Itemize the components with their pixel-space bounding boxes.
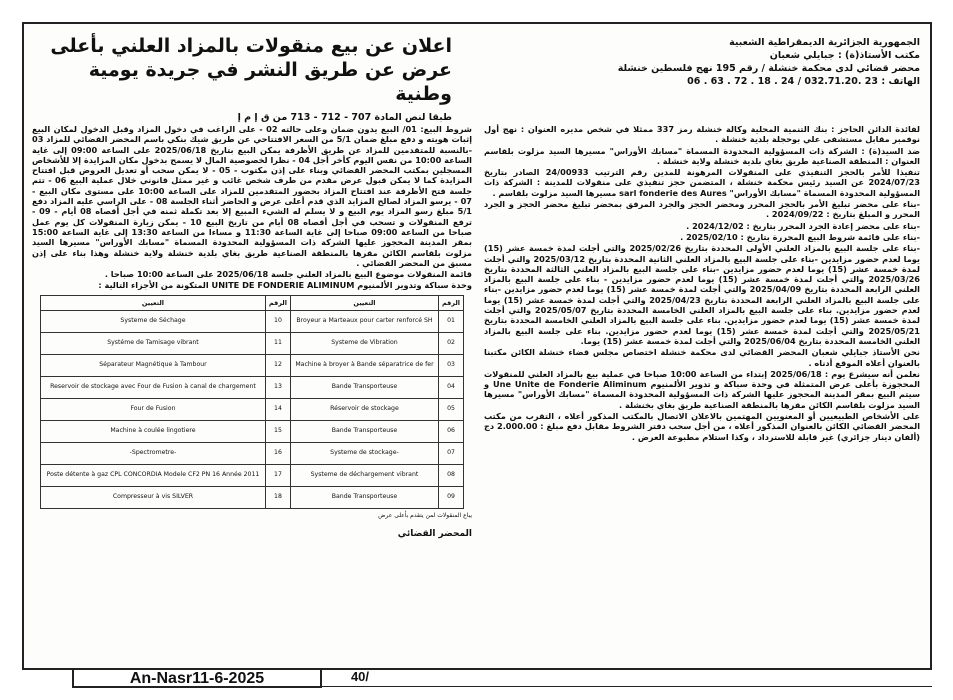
paragraph: -بناء على محضر تبليغ الأمر بالحجز المحرر ومحضر الحجز والجرد المرفق بمحضر تبليغ محضر الحجز و الجرد المحرر و المبلغ بتاريخ : 2024/09/22 . [484, 199, 920, 220]
item-description: Séparateur Magnétique à Tambour [41, 354, 266, 376]
item-description: -Systeme de stockage [290, 442, 438, 464]
item-description: Bande Transporteuse [290, 486, 438, 508]
col-header-num: الرقم [439, 295, 464, 310]
item-number: 17 [265, 464, 290, 486]
item-description: Machine à coulée lingotiere [41, 420, 266, 442]
paragraph: -بناء على جلسة البيع بالمزاد العلني الأولى المحددة بتاريخ 2025/02/26 والتي أجلت لمدة خمسة عشر (15) يوما لعدم حضور مزايدين -بناء على جلسة البيع بالمزاد العلني الثانية المحددة بتاريخ 2025/03/12 والتي أجلت لمدة خمسة عشر (15) يوما لعدم حضور مزايدين -بناء على جلسة البيع بالمزاد العلني الثالثة المحددة بتاريخ 2025/03/26 والتي أجلت لمدة خمسة عشر (15) يوما لعدم حضور مزايدين - بناء على جلسة البيع بالمزاد العلني الرابعة المحددة بتاريخ 2025/04/09 والتي أجلت لمدة خمسة عشر (15) يوما لعدم حضور مزايدين -بناء على جلسة البيع بالمزاد العلني الرابعة المحددة بتاريخ 2025/04/23 والتي أجلت لمدة خمسة عشر (15) يوما لعدم حضور مزايدين. بناء على جلسة البيع بالمزاد العلني الخامسة المحددة بتاريخ 2025/05/07 والتي أجلت لمدة خمسة عشر (15) يوما لعدم حضور مزايدين. بناء على جلسة البيع بالمزاد العلني الخامسة المحددة بتاريخ 2025/05/21 والتي أجلت لمدة خمسة عشر (15) يوما لعدم حضور مزايدين. بناء على جلسة البيع بالمزاد العلني الخامسة المحددة بتاريخ 2025/06/04 والتي أجلت لمدة خمسة عشر (15) يوما. [484, 243, 921, 346]
item-number: 16 [265, 442, 290, 464]
item-number: 09 [439, 486, 464, 508]
headline-block [32, 34, 452, 123]
item-description: Bande Transporteuse [290, 376, 438, 398]
item-number: 03 [439, 354, 464, 376]
col-header-desc: التعيين [290, 295, 438, 310]
col-header-num: الرقم [265, 295, 290, 310]
item-description: Four de Fusion [41, 398, 266, 420]
office-address: محضر قضائي لدى محكمة خنشلة / رقم 195 نهج فلسطين خنشلة [617, 63, 920, 74]
table-row [41, 398, 464, 420]
paragraph: -بناء على قائمة شروط البيع المحررة بتاريخ : 2025/02/10 . [680, 231, 920, 242]
footer-divider [322, 686, 932, 687]
unit-description: وحدة سباكة وتدوير الألمنيوم UNITE DE FONDERIE ALIMINUM المتكونة من الأجزاء التالية : [98, 280, 472, 291]
sale-conditions: شروط البيع: 01/ البيع يدون ضمان وعلى حالته 02 - على الراغب في دخول المزاد وقبل الدخول لمكان البيع إثبات هويته و دفع مبلغ ضمان 5/1 من السعر الافتتاحي عن طريق شيك بنكي باسم المحضر القضائي للمزاد 03 -بالنسبة للمتقدمين للمزاد عن طريق الأظرفة يمكن البيع بتاريخ 2025/06/18 على الساعة 09:00 إلى غاية الساعة 10:00 من نفس اليوم كأخر أجل 04 - نظرا لخصوصية المال لا يسمح بدخول مكان المزايدة إلا للأشخاص المسجلين بمكتب المحضر القضائي وبناء على إذن مكتوب - 05 - لا يمكن سحب أو تعديل العروض قبل افتتاح المزايدة كما لا يمكن قبول عرض مقدم من طرف شخص غائب و غير ممثل قانوني خلال عملية البيع 06 - تتم جلسة فتح الأظرفة عند افتتاح المزاد بحضور المتقدمين للمزاد على الساعة 10:00 على مستوى مكان البيع - 07 - يرسو المزاد لصالح المزايد الذي قدم أعلى عرض و الحاضر أثناء الجلسة 08 - على الراسي عليه المزاد دفع 5/1 مبلغ رسو المزاد يوم البيع و لا يسلم له الشيء المبيع إلا بعد تكملة ثمنه في أجل أقصاه 08 أيام - 09 - ترفع المنقولات و تسحب في أجل أقصاه 08 أيام من تاريخ البيع 10 - يمكن زيارة المنقولات كل يوم عمل صباحا من الساعة 09:00 صباحا إلى غاية الساعة 11:30 و مساءا من الساعة 13:30 إلى غاية الساعة 15:00 بمقر المدينة المحجوز عليها الشركة ذات المسؤولية المحدودة المسماة "مسابك الأوراس" مسيرها السيد مزلوت بلقاسم الكائن مقرها بالمنطقة الصناعية طريق بغاي بلدية خنشلة ولاية خنشلة وهذا بناء على إذن مسبق من المحضر القضائي . [32, 124, 473, 268]
item-description: Bande Transporteuse [290, 420, 438, 442]
table-header-row [41, 295, 464, 310]
item-description: Systeme de déchargement vibrant [290, 464, 438, 486]
paragraph: نعلمن أنه سيشرع يوم : 2025/06/18 إبتداء من الساعة 10:00 صباحا في عملية بيع بالمزاد العلني للمنقولات المحجوزة بأعلى عرض المتمثلة في وحدة سباكة و تدوير الألمنيوم Une Unite de Fonderie Aliminum و سيتم البيع بمقر المدينة المحجوز عليها الشركة ذات المسؤولية المحدودة المسماة "مسابك الأوراس" مسيرها السيد مزلوت بلقاسم الكائن مقرها بالمنطقة الصناعية طريق بغاي بخنشلة . [484, 368, 921, 410]
item-description: Poste détente à gaz CPL CONCORDIA Modele CF2 PN 16 Année 2011 [41, 464, 266, 486]
item-number: 05 [439, 398, 464, 420]
right-column [484, 124, 920, 443]
issue-code: An-Nasr11-6-2025 [72, 668, 322, 688]
page-number: 40/ [350, 669, 370, 684]
items-table [40, 295, 464, 509]
paragraph: لفائدة الدائن الحاجز : بنك التنمية المحلية وكالة خنشلة رمز 337 ممثلا في شخص مديره العنوان : نهج أول نوفمبر مقابل مستشفى علي بوحجلة بلدية خنشلة . [484, 124, 920, 145]
table-note: يباع المنقولات لمن يتقدم بأعلى عرض [378, 511, 472, 519]
item-number: 02 [439, 332, 464, 354]
legal-reference: طبقا لنص المادة 707 - 712 - 713 من ق إ م إ [237, 112, 452, 123]
item-description: Broyeur a Marteaux pour carter renforcé SH [290, 310, 438, 332]
item-number: 07 [439, 442, 464, 464]
headline: اعلان عن بيع منقولات بالمزاد العلني بأعلى عرض عن طريق النشر في جريدة يومية وطنية [50, 35, 452, 105]
table-row [41, 376, 464, 398]
item-number: 06 [439, 420, 464, 442]
office-phone: الهاتف : 23 .032.71.20 / 24 . 18 . 72 . 63 . 06 [687, 76, 920, 87]
item-description: Systeme de Vibration [290, 332, 438, 354]
issuer-block [500, 36, 920, 88]
page-footer [22, 668, 932, 690]
signature: المحضر القضائي [397, 529, 472, 540]
table-row [41, 442, 464, 464]
item-number: 11 [265, 332, 290, 354]
table-row [41, 332, 464, 354]
item-description: Compresseur à vis SILVER [41, 486, 266, 508]
item-description: Réservoir de stockage [290, 398, 438, 420]
item-description: Machine à broyer à Bande séparatrice de fer [290, 354, 438, 376]
table-row [41, 464, 464, 486]
paragraph: نحن الأستاذ جبايلي شعبان المحضر القضائي لدى محكمة خنشلة اختصاص مجلس قضاء خنشلة الكائن مكتبنا بالعنوان أعلاه الموقع أدناه . [484, 347, 920, 368]
item-description: Reservoir de stockage avec Four de Fusion à canal de chargement [41, 376, 266, 398]
table-row [41, 354, 464, 376]
item-description: Systeme de Séchage [41, 310, 266, 332]
item-number: 08 [439, 464, 464, 486]
office-name: مكتب الأستاذ(ة) : جبايلي شعبان [769, 50, 920, 61]
republic-name: الجمهورية الجزائرية الديمقراطية الشعبية [729, 37, 920, 48]
item-number: 15 [265, 420, 290, 442]
item-description: -Spectrometre- [41, 442, 266, 464]
left-column [32, 124, 472, 539]
item-description: Systéme de Tamisage vibrant [41, 332, 266, 354]
item-number: 01 [439, 310, 464, 332]
item-number: 18 [265, 486, 290, 508]
item-number: 14 [265, 398, 290, 420]
item-number: 04 [439, 376, 464, 398]
paragraph: على الأشخاص الطبيعيين أو المعنويين المهتمين بالاعلان الاتصال بالمكتب المذكور أعلاه ، التقرب من مكتب المحضر القضائي الكائن بالعنوان المذكور أعلاه ، من أجل سحب دفتر الشروط مقابل دفع مبلغ : 2.000.00 دج (ألفان دينار جزائري) غير قابلة للاسترداد ، وكذا استلام مطبوعة العرض . [484, 411, 921, 442]
col-header-desc: التعيين [41, 295, 266, 310]
item-number: 12 [265, 354, 290, 376]
announcement-page [22, 22, 932, 670]
item-number: 10 [265, 310, 290, 332]
paragraph: تنفيذا للأمر بالحجز التنفيذي على المنقولات المرهونة للمدين رقم الترتيب 24/00933 الصادر بتاريخ 2024/07/23 عن السيد رئيس محكمة خنشلة ، المتضمن حجز تنفيذي على منقولات للمدينة : الشركة ذات المسؤولية المحدودة المسماة "مسابك الأوراس" sarl fonderie des Aures مسيرها السيد مزلوت بلقاسم . [484, 167, 920, 198]
items-list-title: قائمة المنقولات موضوع البيع بالمزاد العلني جلسة 2025/06/18 على الساعة 10:00 صباحا . [104, 269, 472, 280]
paragraph: -بناء على محضر إعادة الجرد المحرر بتاريخ : 2024/12/02 . [686, 220, 920, 231]
item-number: 13 [265, 376, 290, 398]
paragraph: ضد السيد(ة) : الشركة ذات المسؤولية المحدودة المسماة "مسابك الأوراس" مسيرها السيد مزلوت بلقاسم العنوان : المنطقة الصناعية طريق بغاي بلدية خنشلة ولاية خنشلة . [484, 145, 920, 166]
table-row [41, 310, 464, 332]
table-row [41, 486, 464, 508]
table-row [41, 420, 464, 442]
